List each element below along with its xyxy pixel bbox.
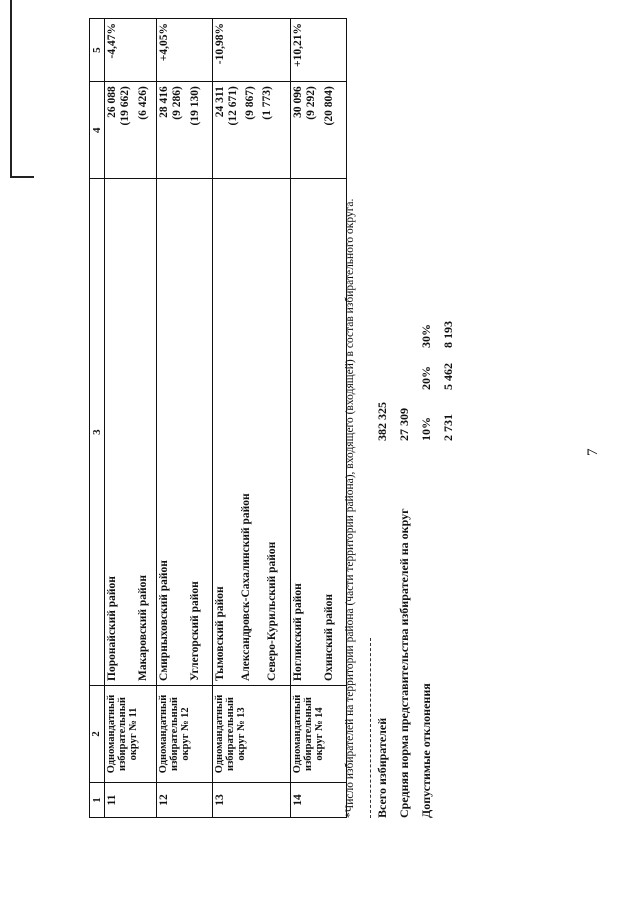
voters-cell bbox=[291, 82, 347, 179]
voters-total: 28 416 bbox=[158, 86, 170, 118]
table-row bbox=[157, 19, 213, 818]
table-row bbox=[105, 19, 157, 818]
voters-part: (9 292) bbox=[305, 86, 317, 120]
area-name: Охинский район bbox=[323, 594, 335, 681]
header-col-1: 1 bbox=[90, 783, 105, 818]
voters-cell bbox=[213, 82, 291, 179]
voters-total: 30 096 bbox=[292, 86, 304, 118]
header-col-5: 5 bbox=[90, 19, 105, 82]
norm-label: Средняя норма представительства избирателей на округ bbox=[397, 508, 411, 818]
row-number: 12 bbox=[157, 783, 213, 818]
header-col-4: 4 bbox=[90, 82, 105, 179]
area-name: Александровск-Сахалинский район bbox=[240, 493, 252, 681]
total-voters-value: 382 325 bbox=[375, 402, 389, 441]
voters-part: (19 662) bbox=[119, 86, 131, 126]
area-name: Ногликский район bbox=[292, 583, 304, 681]
footnote: *Число избирателей на территории района (части территории района), входящего (входящей) в состав избирательного округа. bbox=[344, 198, 356, 818]
area-name: Поронайский район bbox=[106, 576, 118, 681]
voters-part: (1 773) bbox=[261, 86, 273, 120]
district-name: Одномандатный избирательный округ № 11 bbox=[105, 685, 157, 782]
voters-part: (19 130) bbox=[189, 86, 201, 126]
deviation-value: 8 193 bbox=[441, 321, 455, 348]
voters-part: (12 671) bbox=[227, 86, 239, 126]
areas-cell bbox=[157, 179, 213, 686]
deviation-row bbox=[419, 38, 441, 818]
deviation-label: Допустимые отклонения bbox=[419, 683, 433, 818]
voters-part: (20 804) bbox=[323, 86, 335, 126]
district-name: Одномандатный избирательный округ № 13 bbox=[213, 685, 291, 782]
voters-total: 26 088 bbox=[106, 86, 118, 118]
deviation-value: +4,05% bbox=[157, 19, 213, 82]
summary-block bbox=[375, 38, 463, 818]
districts-table bbox=[89, 18, 347, 818]
footnote-divider bbox=[370, 638, 371, 818]
table-row bbox=[213, 19, 291, 818]
district-name: Одномандатный избирательный округ № 14 bbox=[291, 685, 347, 782]
district-name: Одномандатный избирательный округ № 12 bbox=[157, 685, 213, 782]
deviation-value: 5 462 bbox=[441, 363, 455, 390]
table-row bbox=[291, 19, 347, 818]
deviation-value: +10,21% bbox=[291, 19, 347, 82]
voters-cell bbox=[105, 82, 157, 179]
norm-row bbox=[397, 38, 419, 818]
row-number: 11 bbox=[105, 783, 157, 818]
header-col-2: 2 bbox=[90, 685, 105, 782]
total-voters-row bbox=[375, 38, 397, 818]
header-col-3: 3 bbox=[90, 179, 105, 686]
area-name: Смирныховский район bbox=[158, 560, 170, 681]
voters-total: 24 311 bbox=[214, 86, 226, 118]
voters-part: (9 286) bbox=[171, 86, 183, 120]
areas-cell bbox=[213, 179, 291, 686]
deviation-value: -10,98% bbox=[213, 19, 291, 82]
table-header-row bbox=[90, 19, 105, 818]
area-name: Тымовский район bbox=[214, 586, 226, 681]
voters-part: (9 867) bbox=[244, 86, 256, 120]
voters-cell bbox=[157, 82, 213, 179]
deviation-value: -4,47% bbox=[105, 19, 157, 82]
row-number: 13 bbox=[213, 783, 291, 818]
row-number: 14 bbox=[291, 783, 347, 818]
area-name: Макаровский район bbox=[137, 574, 149, 681]
deviation-pct: 10% bbox=[419, 417, 433, 441]
deviation-pct: 30% bbox=[419, 324, 433, 348]
area-name: Северо-Курильский район bbox=[266, 541, 278, 681]
area-name: Углегорский район bbox=[189, 581, 201, 681]
deviation-values-row bbox=[441, 38, 463, 818]
norm-value: 27 309 bbox=[397, 408, 411, 441]
voters-part: (6 426) bbox=[137, 86, 149, 120]
page-number: 7 bbox=[585, 448, 601, 456]
total-voters-label: Всего избирателей bbox=[375, 717, 389, 818]
deviation-pct: 20% bbox=[419, 366, 433, 390]
deviation-value: 2 731 bbox=[441, 414, 455, 441]
areas-cell bbox=[291, 179, 347, 686]
areas-cell bbox=[105, 179, 157, 686]
